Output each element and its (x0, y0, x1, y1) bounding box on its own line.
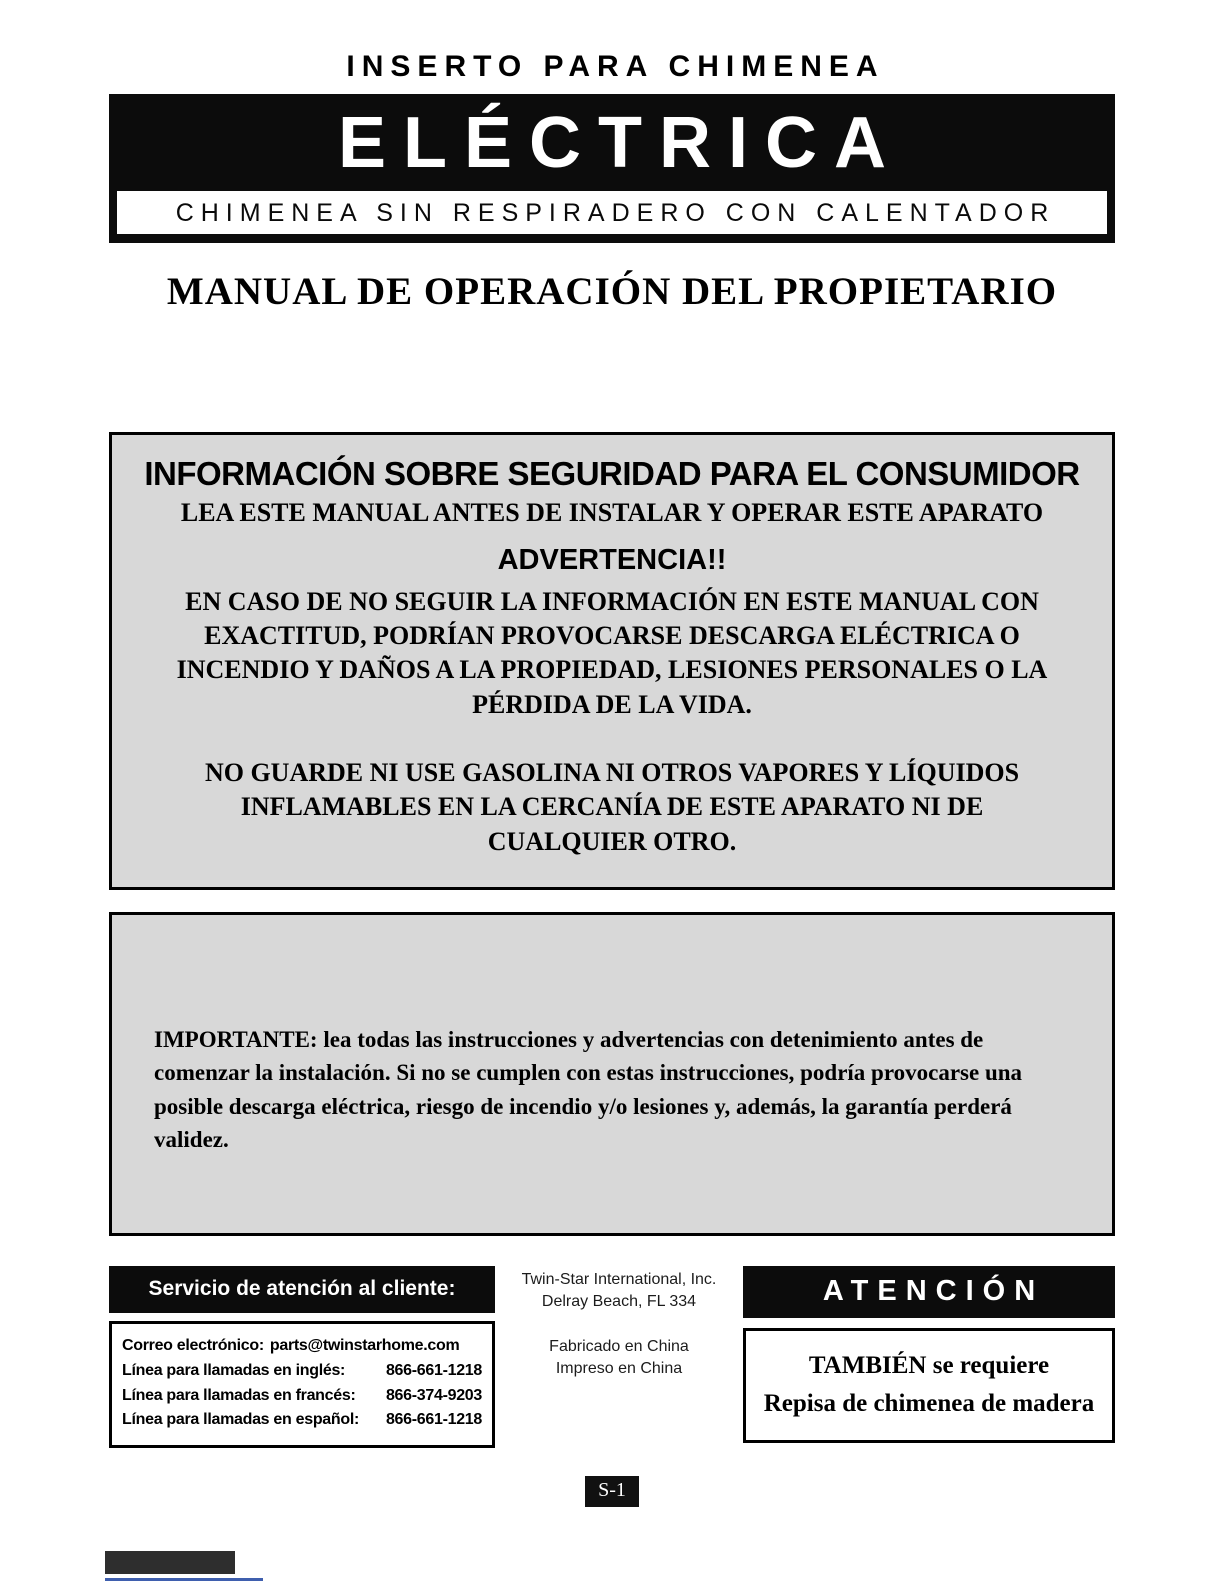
contact-email-value: parts@twinstarhome.com (269, 1337, 460, 1355)
made-in-line: Fabricado en China (549, 1338, 689, 1356)
contact-phone-value: 866-374-9203 (385, 1386, 482, 1404)
printed-in-line: Impreso en China (555, 1359, 683, 1377)
safety-heading: INFORMACIÓN SOBRE SEGURIDAD PARA EL CONSUMIDOR (144, 454, 1080, 492)
warning-paragraph-2: NO GUARDE NI USE GASOLINA NI OTROS VAPORES Y LÍQUIDOS INFLAMABLES EN LA CERCANÍA DE ESTE APARATO NI DE CUALQUIER OTRO. (204, 758, 1020, 856)
page-number-row (109, 1476, 1115, 1507)
customer-service-box (109, 1321, 495, 1448)
safety-info-box (109, 432, 1115, 890)
contact-line-english (122, 1359, 482, 1384)
contact-label: Línea para llamadas en español: (122, 1411, 360, 1429)
contact-phone-value: 866-661-1218 (385, 1361, 482, 1379)
manual-title: MANUAL DE OPERACIÓN DEL PROPIETARIO (166, 269, 1058, 313)
contact-label: Correo electrónico: (122, 1337, 264, 1355)
contact-line-french (122, 1384, 482, 1409)
attention-box (743, 1328, 1115, 1443)
warning-heading: ADVERTENCIA!! (497, 543, 727, 576)
important-notice-box (109, 912, 1115, 1236)
footer (109, 1266, 1115, 1448)
contact-line-email (122, 1334, 482, 1359)
attention-section (743, 1266, 1115, 1443)
title-banner (109, 94, 1115, 243)
kicker-title: INSERTO PARA CHIMENEA (346, 50, 885, 83)
attention-header: ATENCIÓN (743, 1266, 1115, 1318)
page-edge-line (105, 1578, 263, 1581)
company-city: Delray Beach, FL 334 (541, 1292, 697, 1310)
safety-subheading: LEA ESTE MANUAL ANTES DE INSTALAR Y OPERAR ESTE APARATO (180, 497, 1044, 527)
page-number: S-1 (585, 1476, 639, 1507)
customer-service-header: Servicio de atención al cliente: (109, 1266, 495, 1313)
contact-label: Línea para llamadas en francés: (122, 1386, 356, 1404)
banner-subtitle: CHIMENEA SIN RESPIRADERO CON CALENTADOR (117, 191, 1107, 234)
contact-line-spanish (122, 1408, 482, 1433)
page-edge-artifact (105, 1551, 235, 1574)
company-name: Twin-Star International, Inc. (521, 1271, 717, 1289)
contact-phone-value: 866-661-1218 (385, 1411, 482, 1429)
attention-line-1: TAMBIÉN se requiere (808, 1352, 1050, 1380)
important-notice-text: IMPORTANTE: lea todas las instrucciones y advertencias con detenimiento antes de comenzar la instalación. Si no se cumplen con estas instrucciones, podría provocarse una posible descarga eléctrica, riesgo de incendio y/o lesiones y, además, la garantía perderá validez. (154, 1027, 1023, 1153)
company-info (495, 1266, 743, 1379)
customer-service-section (109, 1266, 495, 1448)
attention-line-2: Repisa de chimenea de madera (763, 1389, 1095, 1417)
page-content (109, 0, 1115, 1507)
banner-title: ELÉCTRICA (338, 103, 903, 183)
warning-paragraph-1: EN CASO DE NO SEGUIR LA INFORMACIÓN EN ESTE MANUAL CON EXACTITUD, PODRÍAN PROVOCARSE DESCARGA ELÉCTRICA O INCENDIO Y DAÑOS A LA PROPIEDAD, LESIONES PERSONALES O LA PÉRDIDA DE LA VIDA. (176, 586, 1048, 719)
contact-label: Línea para llamadas en inglés: (122, 1361, 346, 1379)
